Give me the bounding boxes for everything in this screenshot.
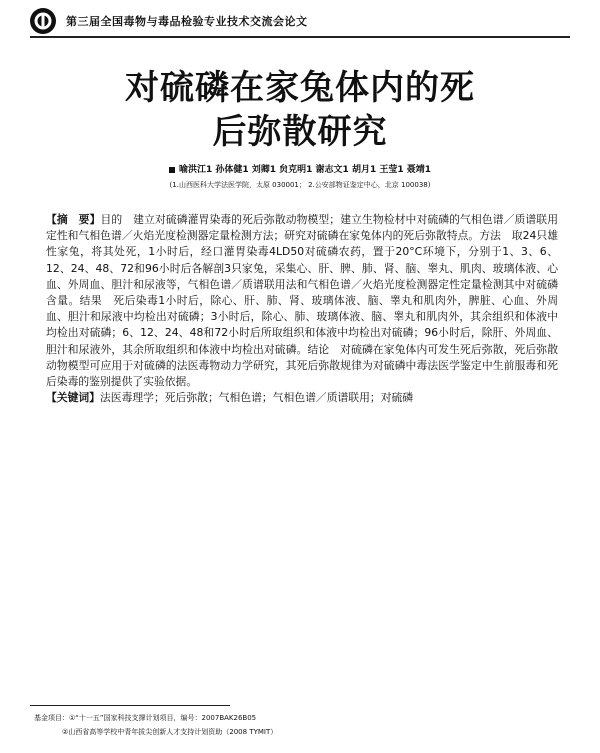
keywords-label: 【关键词】	[46, 391, 100, 405]
header-divider	[30, 36, 570, 38]
abstract-paragraph	[46, 212, 558, 390]
journal-logo-icon	[30, 8, 56, 34]
title-line-1: 对硫磷在家兔体内的死	[125, 68, 475, 108]
journal-name: 第三届全国毒物与毒品检验专业技术交流会论文	[66, 15, 308, 28]
abstract-block	[46, 212, 558, 406]
abstract-text: 目的 建立对硫磷灌胃染毒的死后弥散动物模型；建立生物检材中对硫磷的气相色谱／质谱联用定性和气相色谱／火焰光度检测器定量检测方法；研究对硫磷在家兔体内的死后弥散特点。方法 取24只雄性家兔，将其处死，1小时后，经口灌胃染毒4LD50对硫磷农药，置于20°C环境下，分别于1、3、6、12、24、48、72和96小时后各解剖3只家兔，采集心、肝、脾、肺、肾、脑、睾丸、肌肉、玻璃体液、心血、外周血、胆汁和尿液等，气相色谱／质谱联用法和气相色谱／火焰光度检测器定性定量检测其中对硫磷含量。结果 死后染毒1小时后，除心、肝、肺、肾、玻璃体液、脑、睾丸和肌肉外，脾脏、心血、外周血、胆汁和尿液中均检出对硫磷；3小时后，除心、肺、玻璃体液、脑、睾丸和肌肉外，其余组织和体液中均检出对硫磷；6、12、24、48和72小时后所取组织和体液中均检出对硫磷；96小时后，除肝、外周血、胆汁和尿液外，其余所取组织和体液中均检出对硫磷。结论 对硫磷在家兔体内可发生死后弥散，死后弥散动物模型可应用于对硫磷的法医毒物动力学研究，其死后弥散规律为对硫磷中毒法医学鉴定中生前服毒和死后染毒的鉴别提供了实验依据。	[46, 213, 559, 389]
funding-line-1: 基金项目：①“十一五”国家科技支撑计划项目，编号：2007BAK26B05	[34, 714, 257, 722]
footnote-divider	[30, 705, 230, 706]
abstract-label: 【摘 要】	[46, 213, 101, 226]
bullet-square-icon	[169, 167, 175, 173]
title-line-2: 后弥散研究	[212, 112, 388, 152]
funding-line-2: ②山西省高等学校中青年拔尖创新人才支持计划资助（2008 TYMIT）	[62, 728, 278, 736]
author-names: 喻洪江1 孙体健1 刘卿1 贠克明1 谢志文1 胡月1 王莹1 聂靖1	[178, 165, 432, 175]
funding-footnote	[34, 711, 564, 739]
keywords-text: 法医毒理学；死后弥散；气相色谱；气相色谱／质谱联用；对硫磷	[99, 391, 414, 405]
journal-header	[30, 6, 578, 36]
keywords-paragraph	[46, 390, 558, 406]
paper-title	[0, 66, 600, 154]
affiliation: (1.山西医科大学法医学院，太原 030001； 2.公安部物证鉴定中心，北京 100038)	[169, 181, 431, 189]
author-list	[0, 162, 600, 175]
